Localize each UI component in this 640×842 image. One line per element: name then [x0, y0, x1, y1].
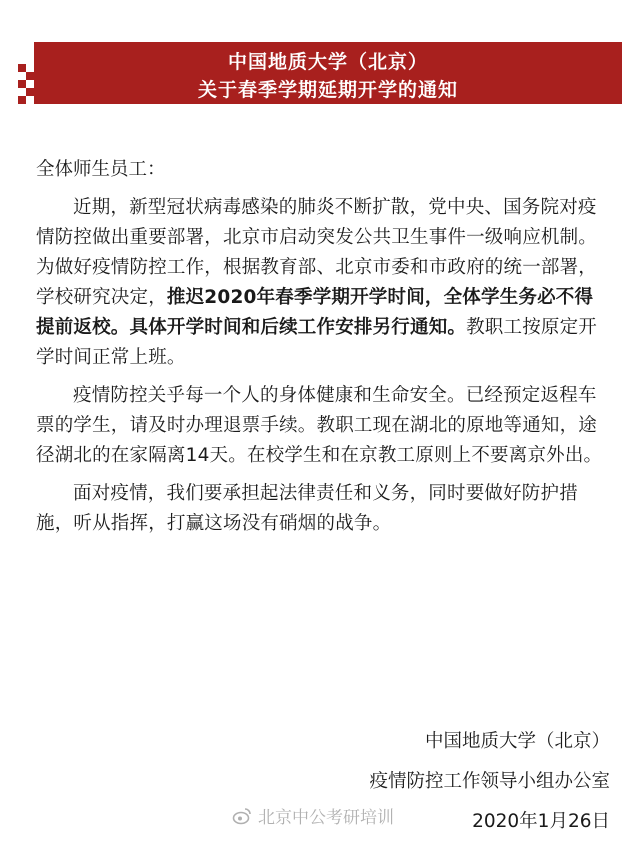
university-title: 中国地质大学（北京）: [227, 51, 428, 73]
decor-square: [18, 80, 26, 88]
header-banner-group: [18, 42, 622, 104]
paragraph-2: 疫情防控关乎每一个人的身体健康和生命安全。已经预定返程车票的学生，请及时办理退票手续。教职工现在湖北的原地等通知，途径湖北的在家隔离14天。在校学生和在京教工原则上不要离京外出。: [36, 385, 603, 466]
decor-square: [26, 72, 34, 80]
paragraph-1-text-start: 近期，新型冠状病毒感染的肺炎不断扩散，党中央、国务院对疫情防控做出重要部署，北京市启动突发公共卫生事件一级响应机制。为做好疫情防控工作，根据教育部、北京市委和市政府的统一部署，学校研究决定，: [36, 197, 598, 308]
notice-title: 关于春季学期延期开学的通知: [197, 79, 458, 101]
paragraph-1-bold-text: 推迟2020年春季学期开学时间，全体学生务必不得提前返校。具体开学时间和后续工作安排另行通知。: [36, 287, 594, 338]
document-body: [36, 155, 608, 547]
signature-date: 2020年1月26日: [472, 811, 610, 832]
decor-square: [18, 96, 26, 104]
signature-office: 疫情防控工作领导小组办公室: [369, 771, 610, 792]
paragraph-1-text-end: 教职工按原定开学时间正常上班。: [36, 317, 598, 368]
watermark: [232, 803, 394, 828]
watermark-text: 北京中公考研培训: [258, 808, 394, 828]
signature-org: 中国地质大学（北京）: [424, 731, 610, 752]
decor-square: [26, 88, 34, 96]
decor-square: [18, 64, 26, 72]
weibo-icon: [232, 806, 252, 826]
salutation: 全体师生员工：: [36, 159, 166, 180]
paragraph-3: 面对疫情，我们要承担起法律责任和义务，同时要做好防护措施，听从指挥，打赢这场没有硝烟的战争。: [36, 483, 578, 534]
header-banner: [34, 42, 622, 104]
paragraph-1: [36, 193, 608, 373]
